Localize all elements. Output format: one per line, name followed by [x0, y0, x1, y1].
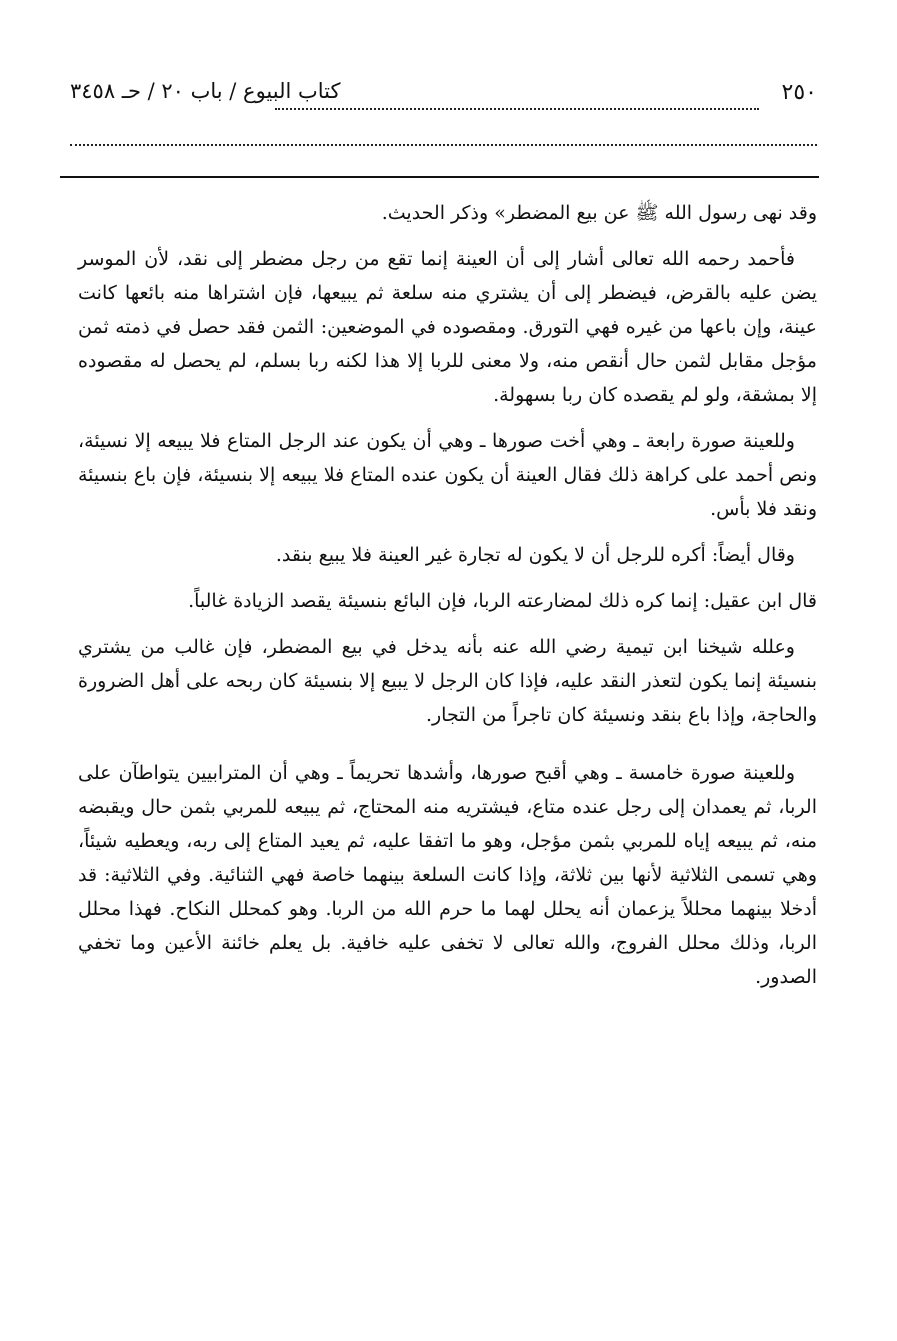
header-dotted-leader [275, 78, 759, 110]
paragraph-fifth-form: وللعينة صورة خامسة ـ وهي أقبح صورها، وأشدها تحريماً ـ وهي أن المترابيين يتواطآن على الربا، ثم يعمدان إلى رجل عنده متاع، فيشتريه منه المحتاج، ثم يبيعه للمربي بثمن حال ويقبضه منه، ثم يبيعه إياه للمربي بثمن مؤجل، وهو ما اتفقا عليه، ثم يعيد المتاع إلى ربه، ويعطيه شيئاً، وهي تسمى الثلاثية لأنها بين ثلاثة، وإذا كانت السلعة بينهما خاصة فهي الثنائية. وفي الثلاثية: قد أدخلا بينهما محللاً يزعمان أنه يحلل لهما ما حرم الله من الربا. وهو كمحلل النكاح. فهذا محلل الربا، وذلك محلل الفروج، والله تعالى لا تخفى عليه خافية. بل يعلم خائنة الأعين وما تخفي الصدور. [78, 762, 817, 988]
solid-divider [60, 176, 819, 178]
dotted-divider [70, 144, 817, 146]
paragraph-ibn-aqil: قال ابن عقيل: إنما كره ذلك لمضارعته الربا، فإن البائع بنسيئة يقصد الزيادة غالباً. [188, 590, 817, 612]
paragraph-ahmad-explanation: فأحمد رحمه الله تعالى أشار إلى أن العينة إنما تقع من رجل مضطر إلى نقد، لأن الموسر يضن عليه بالقرض، فيضطر إلى أن يشتري منه سلعة ثم يبيعها، فإن اشتراها منه بائعها كانت عينة، وإن باعها من غيره فهي التورق. ومقصوده في الموضعين: الثمن فقد حصل في ذمته ثمن مؤجل مقابل لثمن حال أنقص منه، ولا معنى للربا إلا هذا لكنه ربا بسلم، لم يحصل له مقصوده إلا بمشقة، ولو لم يقصده كان ربا بسهولة. [78, 248, 817, 406]
paragraph-hadith-reference: وقد نهى رسول الله ﷺ عن بيع المضطر» وذكر الحديث. [381, 202, 817, 224]
page-number: ٢٥٠ [781, 80, 817, 105]
paragraph-fourth-form: وللعينة صورة رابعة ـ وهي أخت صورها ـ وهي أن يكون عند الرجل المتاع فلا يبيعه إلا نسيئة، ونص أحمد على كراهة ذلك فقال العينة أن يكون عنده المتاع فلا يبيعه إلا بنسيئة، فإن باع بنسيئة ونقد فلا بأس. [78, 430, 817, 520]
paragraph-ibn-taymiyyah: وعلله شيخنا ابن تيمية رضي الله عنه بأنه يدخل في بيع المضطر، فإن غالب من يشتري بنسيئة إنما يكون لتعذر النقد عليه، فإذا كان الرجل لا يبيع إلا بنسيئة كان ربحه على أهل الضرورة والحاجة، وإذا باع بنقد ونسيئة كان تاجراً من التجار. [78, 636, 817, 726]
paragraph-ahmad-also-said: وقال أيضاً: أكره للرجل أن لا يكون له تجارة غير العينة فلا يبيع بنقد. [275, 544, 795, 566]
running-title: كتاب البيوع / باب ٢٠ / حـ ٣٤٥٨ [70, 79, 341, 103]
page-header [70, 72, 817, 116]
main-text [78, 196, 817, 1006]
